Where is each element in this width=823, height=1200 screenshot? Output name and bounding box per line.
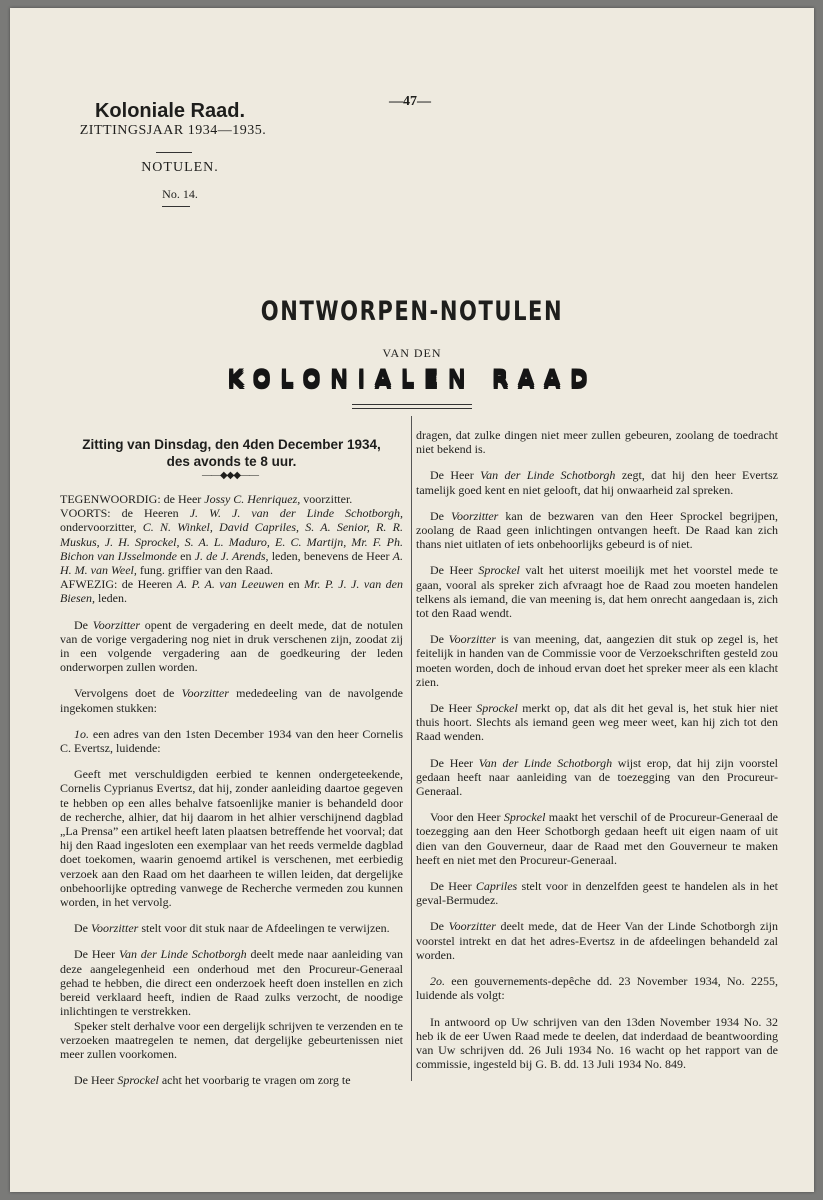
paragraph-linde: De Heer Van der Linde Schotborgh deelt mede naar aanleiding van deze aangelegenheid een onderhoud met den Procureur-Generaal gehad te hebben, die direct een onderzoek heeft doen instellen en zich bereid verklaard heeft, indien de Raad zulks verzocht, de noodige inlichtingen te verstrekken.	[60, 947, 404, 1019]
paragraph-quoted-address: Geeft met verschuldigden eerbied te kennen ondergeteekende, Cornelis Cyprianus Evertsz, dat hij, zonder aanleiding daartoe gegeven te hebben op een alles behalve fatsoenlijke manier is behandeld door de recherche, alhier, dat hij daarom in het alhier verschijnend dagblad „La Prensa” een artikel heeft laten plaatsen betreffende het voorval; dat hij den Raad ingesloten een exemplaar van het reeds vermelde dagblad doet toekomen, waarin genoemd artikel is verschenen, met eerbiedig verzoek aan den Raad om het daarheen te willen leiden, dat dergelijke onbehoorlijke optreding vanwege de Recherche vermeden zou kunnen worden, in het vervolg.	[60, 767, 403, 910]
paragraph-r4: De Voorzitter is van meening, dat, aangezien dit stuk op zegel is, het feitelijk in handen van de Commissie voor de Verzoekschriften gesteld zou moeten worden, doch de inhoud ervan doet het spreker meer als een klacht zien.	[416, 632, 778, 689]
paragraph-r2: De Voorzitter kan de bezwaren van den Heer Sprockel begrijpen, zoolang de Raad geen inlichtingen ontvangen heeft. De Raad kan zich thans niet uitlaten of iets onbehoorlijks gebeurd is of niet.	[416, 508, 779, 552]
paragraph-r7: Voor den Heer Sprockel maakt het verschil of de Procureur-Generaal de toezegging aan den Heer Schotborgh gedaan heeft uit eigen naam of uit dien van den Gouverneur, daar de Raad met den Gouverneur te maken heeft en niet met den Procureur-Generaal.	[416, 810, 778, 867]
attendance-present: TEGENWOORDIG: de Heer Jossy C. Henriquez, voorzitter.	[60, 492, 353, 506]
paragraph-r1: De Heer Van der Linde Schotborgh zegt, dat hij den heer Evertsz tamelijk goed kent en niet gelooft, dat hij onwaarheid zal spreken.	[416, 468, 778, 497]
paragraph-r5: De Heer Sprockel merkt op, dat als dit het geval is, het stuk hier niet thuis hoort. Slechts als iemand geen weg meer weet, kan hij zich tot den Raad wenden.	[416, 701, 778, 744]
paragraph-item-1: 1o. een adres van den 1sten December 1934 van den heer Cornelis C. Evertsz, luidende:	[60, 726, 403, 756]
main-title: ONTWORPEN-NOTULEN	[260, 296, 564, 327]
issue-number: No. 14.	[162, 187, 198, 201]
paragraph-continuation: dragen, dat zulke dingen niet meer zullen gebeuren, zoolang de toedracht niet bekend is.	[416, 428, 778, 457]
council-title: Koloniale Raad.	[94, 100, 246, 122]
attendance-absent: AFWEZIG: de Heeren A. P. A. van Leeuwen en Mr. P. J. J. van den Biesen, leden.	[60, 577, 403, 606]
title-rule-bottom	[352, 408, 472, 409]
paragraph-speaker-proposal: Speker stelt derhalve voor een dergelijk schrijven te verzenden en te verzoeken maatregelen te nemen, dat dergelijke gebeurtenissen niet meer zullen voorkomen.	[60, 1018, 403, 1061]
title-van-den: VAN DEN	[382, 346, 442, 360]
paragraph-r9: De Voorzitter deelt mede, dat de Heer Van der Linde Schotborgh zijn voorstel intrekt en dat het adres-Evertsz in de afdeelingen behandeld zal worden.	[416, 919, 778, 962]
council-banner: KOLONIALEN RAAD	[227, 368, 597, 393]
paragraph-r6: De Heer Van der Linde Schotborgh wijst erop, dat hij zijn voorstel gedaan heeft naar aanleiding van de toezegging van den Procureur-Generaal.	[416, 755, 778, 799]
paragraph-r3: De Heer Sprockel valt het uiterst moeilijk met het voorstel mede te gaan, vooral als spreker zich afvraagt hoe de Raad zou moeten handelen telkens als iemand, die van meening is, dat hem onrecht aangedaan is, zich tot den Raad wendt.	[416, 563, 778, 621]
column-divider	[411, 416, 412, 1081]
document-page	[10, 8, 814, 1192]
notulen-label: NOTULEN.	[141, 160, 219, 175]
paragraph-r8: De Heer Capriles stelt voor in denzelfden geest te handelen als in het geval-Bermudez.	[416, 879, 779, 908]
left-column	[60, 492, 403, 1099]
attendance-also: VOORTS: de Heeren J. W. J. van der Linde Schotborgh, ondervoorzitter, C. N. Winkel, David Capriles, S. A. Senior, R. R. Muskus, J. H. Sprockel, S. A. L. Maduro, E. C. Martijn, Mr. F. Ph. Bichon van IJsselmonde en J. de J. Arends, leden, benevens de Heer A. H. M. van Weel, fung. griffier van den Raad.	[60, 506, 404, 578]
session-heading	[60, 436, 403, 470]
page-number: —47—	[389, 94, 431, 109]
ornament-divider: ——◆◆◆——	[201, 470, 259, 481]
paragraph-depeche: In antwoord op Uw schrijven van den 13den November 1934 No. 32 heb ik de eer Uwen Raad mede te deelen, dat inderdaad de beantwoording van Uw schrijven dd. 26 Juli 1934 No. 16 wacht op het rapport van de commissie, ingesteld bij G. B. dd. 13 Juli 1934 No. 849.	[416, 1014, 778, 1072]
issue-divider	[162, 206, 190, 207]
paragraph-item-2: 2o. een gouvernements-depêche dd. 23 November 1934, No. 2255, luidende als volgt:	[416, 974, 778, 1003]
paragraph-sprockel: De Heer Sprockel acht het voorbarig te vragen om zorg te	[74, 1073, 351, 1088]
session-heading-line1: Zitting van Dinsdag, den 4den December 1934,	[82, 437, 381, 452]
session-heading-line2: des avonds te 8 uur.	[166, 454, 297, 469]
header-divider	[156, 152, 192, 153]
paragraph-opening: De Voorzitter opent de vergadering en deelt mede, dat de notulen van de vorige vergadering nog niet in druk verschenen zijn, zoodat zij in een volgende vergadering aan de goedkeuring der leden onderworpen zullen worden.	[60, 617, 404, 675]
session-year: ZITTINGSJAAR 1934—1935.	[79, 123, 267, 138]
paragraph-incoming: Vervolgens doet de Voorzitter mededeeling van de navolgende ingekomen stukken:	[60, 686, 403, 715]
title-rule-top	[352, 404, 472, 405]
right-column	[416, 428, 778, 1083]
paragraph-referral: De Voorzitter stelt voor dit stuk naar de Afdeelingen te verwijzen.	[74, 921, 390, 936]
